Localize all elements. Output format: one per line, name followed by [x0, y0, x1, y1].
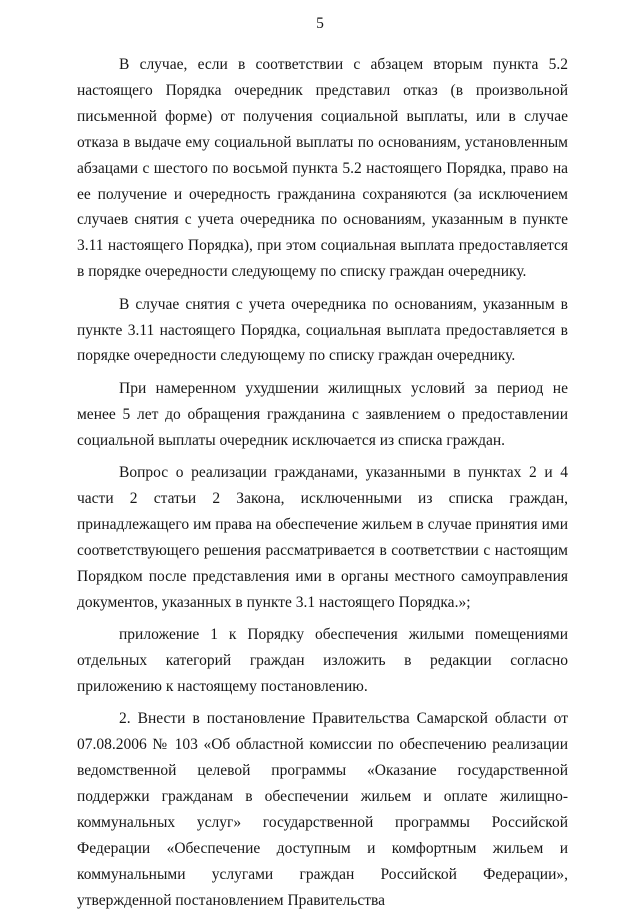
paragraph: При намеренном ухудшении жилищных условий за период не менее 5 лет до обращения гражданина с заявлением о предоставлении социальной выплаты очередник исключается из списка граждан.	[77, 379, 568, 449]
paragraph: приложение 1 к Порядку обеспечения жилыми помещениями отдельных категорий граждан изложить в редакции согласно приложению к настоящему постановлению.	[77, 626, 568, 695]
paragraph: В случае снятия с учета очередника по основаниям, указанным в пункте 3.11 настоящего Порядка, социальная выплата предоставляется в порядке очередности следующему по списку граждан очереднику.	[77, 295, 568, 365]
paragraph: Вопрос о реализации гражданами, указанными в пунктах 2 и 4 части 2 статьи 2 Закона, исключенными из списка граждан, принадлежащего им права на обеспечение жильем в случае принятия ими соответствующего решения рассматривается в соответствии с настоящим Порядком после представления ими в органы местного самоуправления документов, указанных в пункте 3.1 настоящего Порядка.»;	[77, 464, 568, 611]
paragraph: В случае, если в соответствии с абзацем вторым пункта 5.2 настоящего Порядка очередник представил отказ (в произвольной письменной форме) от получения социальной выплаты, или в случае отказа в выдаче ему социальной выплаты по основаниям, установленным абзацами с шестого по восьмой пункта 5.2 настоящего Порядка, право на ее получение и очередность гражданина сохраняются (за исключением случаев снятия с учета очередника по основаниям, указанным в пункте 3.11 настоящего Порядка), при этом социальная выплата предоставляется в порядке очередности следующему по списку граждан очереднику.	[77, 56, 568, 281]
document-body	[77, 52, 568, 920]
page-number: 5	[316, 15, 324, 32]
paragraph: 2. Внести в постановление Правительства Самарской области от 07.08.2006 № 103 «Об областной комиссии по обеспечению реализации ведомственной целевой программы «Оказание государственной поддержки гражданам в обеспечении жильем и оплате жилищно-коммунальных услуг» государственной программы Российской Федерации «Обеспечение доступным и комфортным жильем и коммунальными услугами граждан Российской Федерации», утвержденной постановлением Правительства	[77, 710, 568, 909]
